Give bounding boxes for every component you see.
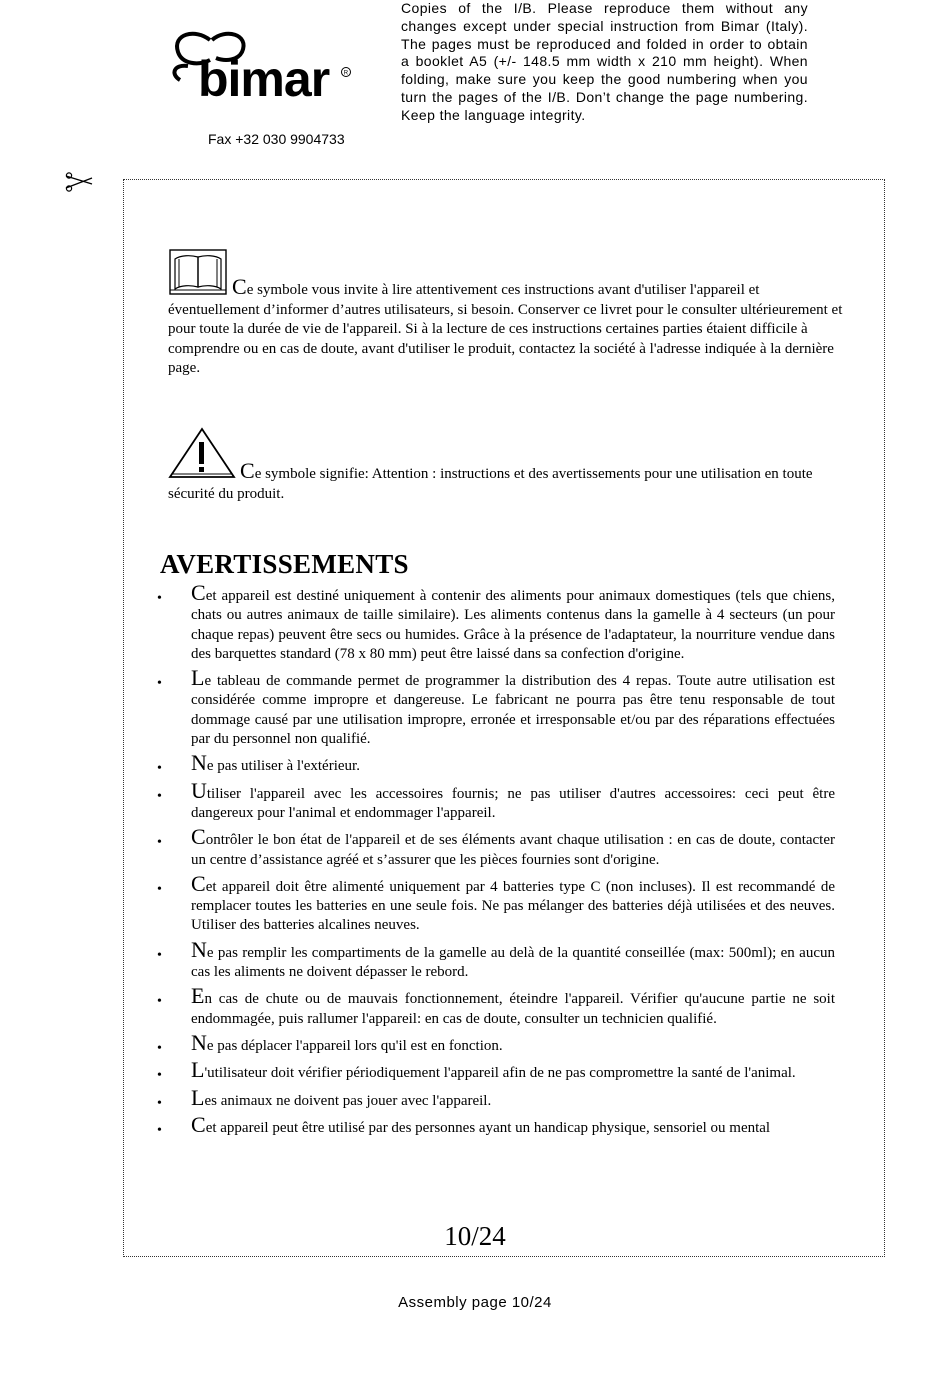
warning-symbol-text <box>168 458 843 504</box>
list-item <box>155 665 835 749</box>
list-item <box>155 824 835 870</box>
item-initial: N <box>191 936 207 962</box>
item-text: e pas utiliser à l'extérieur. <box>206 758 360 775</box>
item-text: e pas remplir les compartiments de la gamelle au delà de la quantité conseillée (max: 500ml); en aucun cas les aliments ne doivent dépasser le rebord. <box>191 944 835 981</box>
item-initial: L <box>191 1084 205 1110</box>
list-item <box>155 1111 835 1138</box>
assembly-footer: Assembly page 10/24 <box>398 1294 552 1311</box>
item-text: et appareil est destiné uniquement à contenir des aliments pour animaux domestiques (tels que chiens, chats ou autres animaux de taille similaire). Les aliments contenus dans la gamelle à 4 secteurs (un pour chaque repas) peuvent être secs ou humides. Grâce à la présence de l'adaptateur, la nourriture vendue dans des barquettes standard (78 x 80 mm) peut être laissé dans sa confection d'origine. <box>191 588 835 662</box>
item-text: n cas de chute ou de mauvais fonctionnement, éteindre l'appareil. Vérifier qu'aucune partie ne soit endommagée, puis rallumer l'appareil: en cas de doute, consulter un technicien qualifié. <box>191 991 835 1027</box>
item-text: 'utilisateur doit vérifier périodiquement l'appareil afin de ne pas compromettre la santé de l'animal. <box>204 1065 796 1082</box>
item-initial: C <box>191 1111 206 1137</box>
logo-text: bimar <box>198 51 330 102</box>
item-initial: N <box>191 750 207 776</box>
list-item <box>155 1029 835 1056</box>
item-text: tiliser l'appareil avec les accessoires fournis; ne pas utiliser d'autres accessoires: ceci peut être dangereux pour l'animal et endommager l'appareil. <box>191 785 835 821</box>
section-title: AVERTISSEMENTS <box>160 549 409 579</box>
bimar-logo <box>170 30 355 102</box>
item-text: ontrôler le bon état de l'appareil et de ses éléments avant chaque utilisation : en cas de doute, contacter un centre d’assistance agréé et s’assurer que les pièces fournies sont d'origine. <box>191 832 835 868</box>
list-item <box>155 1084 835 1111</box>
item-initial: E <box>191 983 205 1009</box>
svg-text:R: R <box>343 70 349 77</box>
list-item <box>155 870 835 936</box>
scissors-icon <box>64 172 94 192</box>
item-text: et appareil peut être utilisé par des personnes ayant un handicap physique, sensoriel ou mental <box>205 1119 771 1136</box>
item-text: es animaux ne doivent pas jouer avec l'appareil. <box>204 1092 492 1109</box>
list-item <box>155 983 835 1029</box>
item-initial: L <box>191 1057 205 1083</box>
list-item <box>155 750 835 776</box>
warning-initial: C <box>240 458 255 483</box>
book-text: e symbole vous invite à lire attentivement ces instructions avant d'utiliser l'appareil et éventuellement d’informer d’autres utilisateurs, si besoin. Conserver ce livret pour le consulter ultérieurement et pour toute la durée de vie de l'appareil. Si à la lecture de ces instructions certaines parties étaient difficile à comprendre ou en cas de doute, avant d'utiliser le produit, contactez la société à l'adresse indiquée à la dernière page. <box>168 282 843 376</box>
item-initial: N <box>191 1029 207 1055</box>
warnings-list <box>155 580 835 1144</box>
item-initial: C <box>191 870 206 896</box>
list-item <box>155 1057 835 1083</box>
book-symbol-text <box>168 274 843 379</box>
item-text: e tableau de commande permet de programmer la distribution des 4 repas. Toute autre utilisation est considérée comme impropre et dangereuse. Le fabricant ne pourra pas être tenu responsable de tout dommage causé par une utilisation impropre, erronée et irresponsable et/ou par des réparations effectuées par du personnel non qualifié. <box>191 673 835 748</box>
fax-number: Fax +32 030 9904733 <box>208 131 345 147</box>
list-item <box>155 580 835 664</box>
warning-text: e symbole signifie: Attention : instructions et des avertissements pour une utilisation en toute sécurité du produit. <box>168 466 813 502</box>
item-initial: U <box>191 777 207 803</box>
list-item <box>155 936 835 983</box>
item-text: e pas déplacer l'appareil lors qu'il est en fonction. <box>206 1037 503 1054</box>
item-initial: L <box>191 665 205 691</box>
item-initial: C <box>191 580 206 605</box>
item-initial: C <box>191 824 206 850</box>
page-number: 10/24 <box>444 1221 506 1251</box>
copy-instructions: Copies of the I/B. Please reproduce them without any changes except under special instruction from Bimar (Italy). The pages must be reproduced and folded in order to obtain a booklet A5 (+/- 148.5 mm width x 210 mm height). When folding, make sure you keep the good numbering when you turn the pages of the I/B. Don’t change the page numbering. Keep the language integrity. <box>401 0 808 123</box>
list-item <box>155 777 835 824</box>
book-initial: C <box>232 274 247 299</box>
item-text: et appareil doit être alimenté uniquement par 4 batteries type C (non incluses). Il est recommandé de remplacer toutes les batteries en une seule fois. Ne pas mélanger des batteries déjà utilisées et des neuves. Utiliser des batteries alcalines neuves. <box>191 878 835 934</box>
